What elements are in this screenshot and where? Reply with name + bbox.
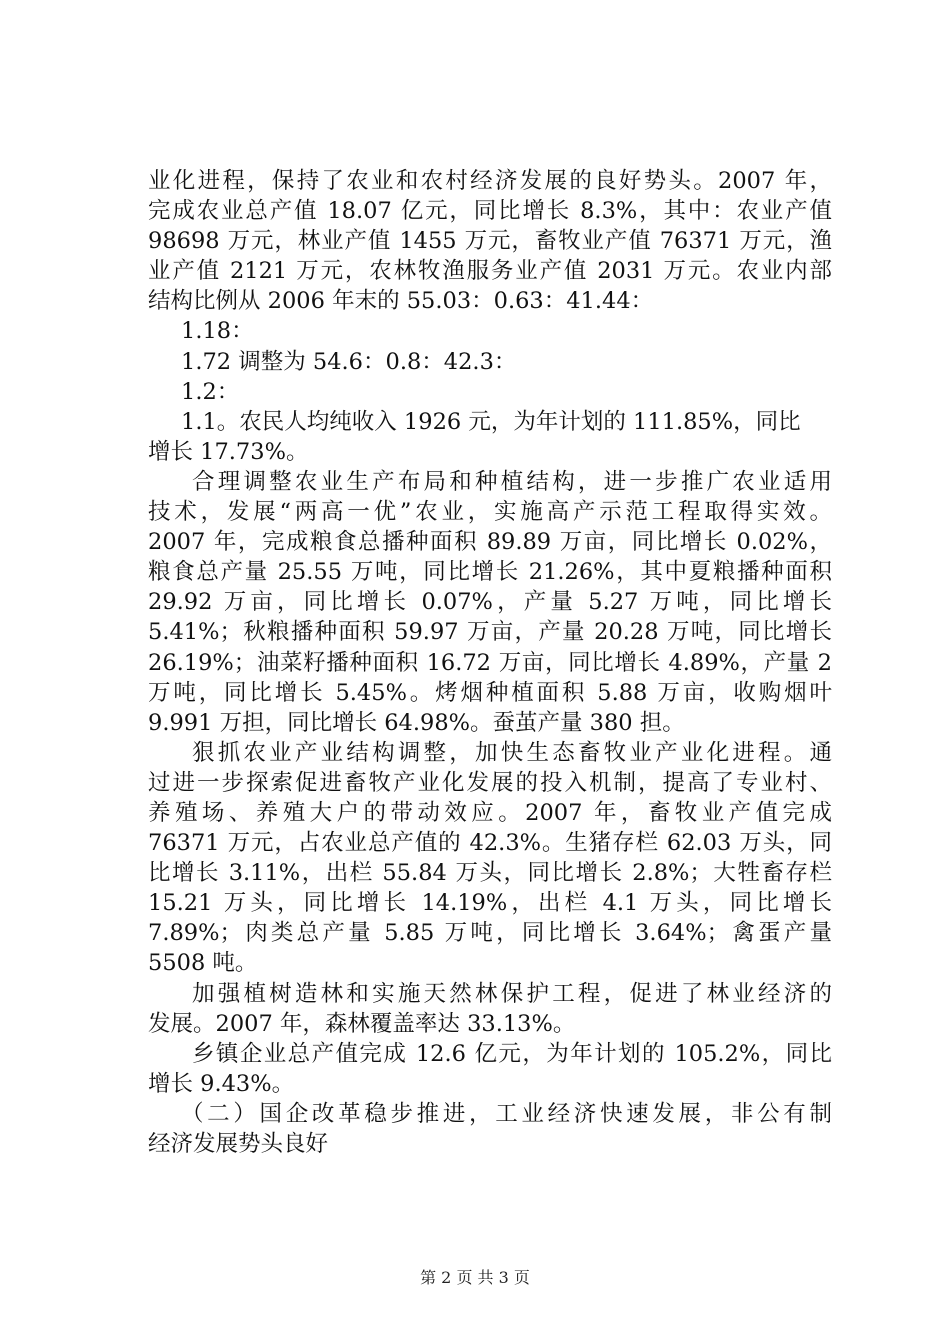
text-line: 29.92 万亩，同比增长 0.07%，产量 5.27 万吨，同比增长	[148, 589, 832, 616]
text-line: 增长 17.73%。	[148, 438, 309, 465]
text-line: 15.21 万头，同比增长 14.19%，出栏 4.1 万头，同比增长	[148, 890, 832, 917]
paragraph-first-line: 狠抓农业产业结构调整，加快生态畜牧业产业化进程。通	[192, 739, 832, 766]
text-line: 增长 9.43%。	[148, 1070, 295, 1097]
text-line: 过进一步探索促进畜牧产业化发展的投入机制，提高了专业村、	[148, 769, 832, 796]
text-line: 结构比例从 2006 年末的 55.03：0.63：41.44：	[148, 288, 654, 315]
text-line: 2007 年，完成粮食总播种面积 89.89 万亩，同比增长 0.02%，	[148, 529, 832, 556]
paragraph-first-line: 加强植树造林和实施天然林保护工程，促进了林业经济的	[192, 980, 832, 1007]
text-line: 万吨，同比增长 5.45%。烤烟种植面积 5.88 万亩，收购烟叶	[148, 679, 832, 706]
text-line: 7.89%；肉类总产量 5.85 万吨，同比增长 3.64%；禽蛋产量	[148, 920, 832, 947]
paragraph-first-line: 合理调整农业生产布局和种植结构，进一步推广农业适用	[192, 468, 832, 495]
text-line: 养殖场、养殖大户的带动效应。2007 年，畜牧业产值完成	[148, 799, 832, 826]
text-line: 1.2：	[181, 378, 240, 405]
paragraph-first-line: 乡镇企业总产值完成 12.6 亿元，为年计划的 105.2%，同比	[192, 1040, 832, 1067]
section-heading-line: 经济发展势头良好	[148, 1131, 329, 1157]
page-footer: 第 2 页 共 3 页	[420, 1268, 530, 1287]
text-line: 76371 万元，占农业总产值的 42.3%。生猪存栏 62.03 万头，同	[148, 830, 832, 857]
text-line: 9.991 万担，同比增长 64.98%。蚕茧产量 380 担。	[148, 709, 685, 736]
text-line: 98698 万元，林业产值 1455 万元，畜牧业产值 76371 万元，渔	[148, 228, 832, 255]
text-line: 业化进程，保持了农业和农村经济发展的良好势头。2007 年，	[148, 168, 832, 194]
section-heading-line: （二）国企改革稳步推进，工业经济快速发展，非公有制	[181, 1100, 832, 1127]
text-line: 比增长 3.11%，出栏 55.84 万头，同比增长 2.8%；大牲畜存栏	[148, 860, 832, 887]
text-line: 完成农业总产值 18.07 亿元，同比增长 8.3%，其中：农业产值	[148, 198, 832, 225]
text-line: 发展。2007 年，森林覆盖率达 33.13%。	[148, 1010, 576, 1037]
text-line: 26.19%；油菜籽播种面积 16.72 万亩，同比增长 4.89%，产量 2	[148, 649, 832, 676]
text-line: 5508 吨。	[148, 950, 258, 977]
text-line: 1.72 调整为 54.6：0.8：42.3：	[181, 348, 517, 375]
text-line: 技术，发展“两高一优”农业，实施高产示范工程取得实效。	[148, 499, 832, 526]
text-line: 5.41%；秋粮播种面积 59.97 万亩，产量 20.28 万吨，同比增长	[148, 619, 832, 646]
text-line: 1.18：	[181, 318, 254, 345]
text-line: 1.1。农民人均纯收入 1926 元，为年计划的 111.85%，同比	[181, 408, 801, 435]
document-body	[148, 166, 832, 1159]
text-line: 业产值 2121 万元，农林牧渔服务业产值 2031 万元。农业内部	[148, 258, 832, 285]
text-line: 粮食总产量 25.55 万吨，同比增长 21.26%，其中夏粮播种面积	[148, 559, 832, 586]
